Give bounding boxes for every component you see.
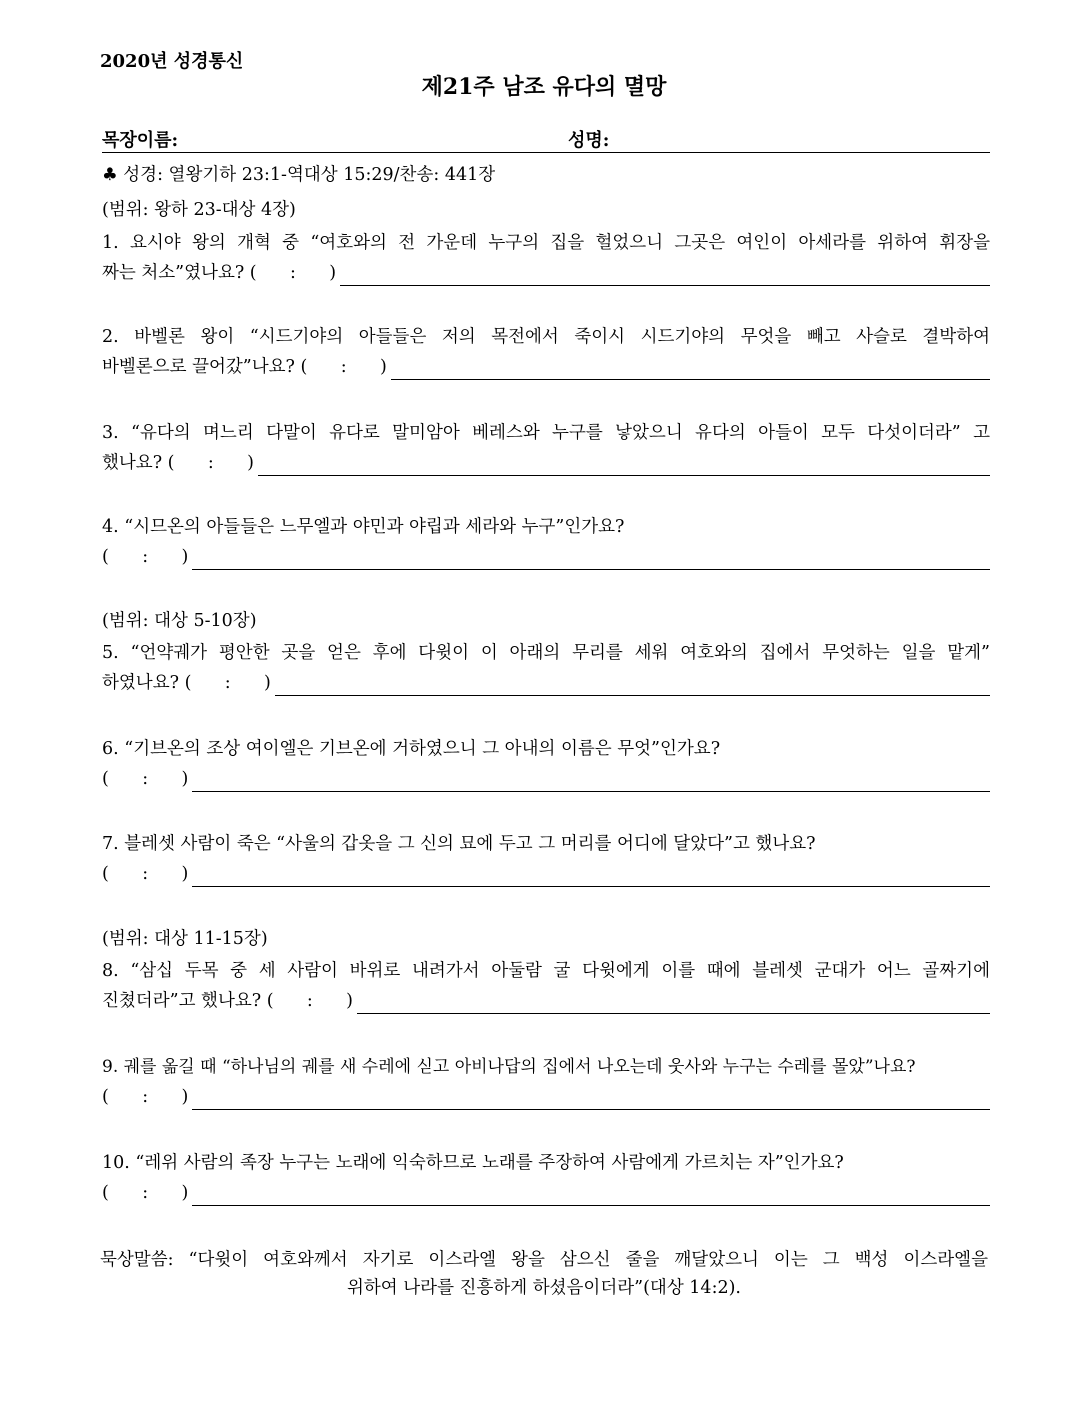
question-ref: 진쳤더라”고 했나요? ( : ) [102,991,353,1011]
person-name-label: 성명: [568,130,610,151]
question-ref: 하였나요? ( : ) [102,673,271,693]
answer-blank[interactable] [340,263,990,286]
question-text: 3. “유다의 며느리 다말이 유다로 말미암아 베레스와 누구를 낳았으니 유다의 아들이 모두 다섯이더라” 고 [102,423,990,443]
question-text: 9. 궤를 옮길 때 “하나님의 궤를 새 수레에 싣고 아비나답의 집에서 나오는데 웃사와 누구는 수레를 몰았”나요? [102,1057,916,1077]
question-text: 8. “삼십 두목 중 세 사람이 바위로 내려가서 아둘람 굴 다윗에게 이를 때에 블레셋 군대가 어느 골짜기에 [102,961,990,981]
group-name-label: 목장이름: [102,130,179,151]
question-ref: ( : ) [102,1087,189,1107]
answer-blank[interactable] [192,769,990,792]
answer-blank[interactable] [357,991,990,1014]
question-ref: ( : ) [102,769,189,789]
question-ref: 바벨론으로 끌어갔”나요? ( : ) [102,357,387,377]
question-1 [102,230,990,286]
meditation-line-2: 위하여 나라를 진흥하게 하셨음이더라”(대상 14:2). [346,1278,741,1298]
club-icon: ♣ [102,165,118,185]
question-text: 1. 요시야 왕의 개혁 중 “여호와의 전 가운데 누구의 집을 헐었으니 그곳은 여인이 아세라를 위하여 휘장을 [102,233,990,253]
answer-blank[interactable] [192,547,990,570]
scripture-line [102,162,495,188]
question-ref: ( : ) [102,1183,189,1203]
question-text: 6. “기브온의 조상 여이엘은 기브온에 거하였으니 그 아내의 이름은 무엇”인가요? [102,739,721,759]
section-range-3: (범위: 대상 11-15장) [102,929,268,949]
meditation-verse [100,1246,988,1302]
answer-blank[interactable] [275,673,990,696]
answer-blank[interactable] [258,453,990,476]
question-8 [102,958,990,1014]
section-range-1: (범위: 왕하 23-대상 4장) [102,200,296,220]
question-4 [102,514,990,570]
question-7 [102,831,990,887]
question-9 [102,1054,990,1110]
question-ref: ( : ) [102,864,189,884]
question-ref: ( : ) [102,547,189,567]
question-ref: 짜는 처소”였나요? ( : ) [102,263,337,283]
answer-blank[interactable] [192,864,990,887]
question-text: 4. “시므온의 아들들은 느무엘과 야민과 야립과 세라와 누구”인가요? [102,517,625,537]
info-row [102,126,990,153]
question-10 [102,1150,990,1206]
question-text: 10. “레위 사람의 족장 누구는 노래에 익숙하므로 노래를 주장하여 사람에게 가르치는 자”인가요? [102,1153,844,1173]
answer-blank[interactable] [391,357,990,380]
section-range-2: (범위: 대상 5-10장) [102,611,257,631]
question-5 [102,640,990,696]
answer-blank[interactable] [192,1087,990,1110]
question-3 [102,420,990,476]
year-label: 2020년 성경통신 [100,51,244,72]
scripture-text: 성경: 열왕기하 23:1-역대상 15:29/찬송: 441장 [123,165,496,185]
answer-blank[interactable] [192,1183,990,1206]
question-text: 2. 바벨론 왕이 “시드기야의 아들들은 저의 목전에서 죽이시 시드기야의 무엇을 빼고 사슬로 결박하여 [102,327,990,347]
question-ref: 했나요? ( : ) [102,453,254,473]
question-6 [102,736,990,792]
question-text: 7. 블레셋 사람이 죽은 “사울의 갑옷을 그 신의 묘에 두고 그 머리를 어디에 달았다”고 했나요? [102,834,816,854]
meditation-line-1: 묵상말씀: “다윗이 여호와께서 자기로 이스라엘 왕을 삼으신 줄을 깨달았으니 이는 그 백성 이스라엘을 [100,1250,988,1270]
page-title: 제21주 남조 유다의 멸망 [421,74,667,100]
question-2 [102,324,990,380]
question-text: 5. “언약궤가 평안한 곳을 얻은 후에 다윗이 이 아래의 무리를 세워 여호와의 집에서 무엇하는 일을 맡게” [102,643,990,663]
